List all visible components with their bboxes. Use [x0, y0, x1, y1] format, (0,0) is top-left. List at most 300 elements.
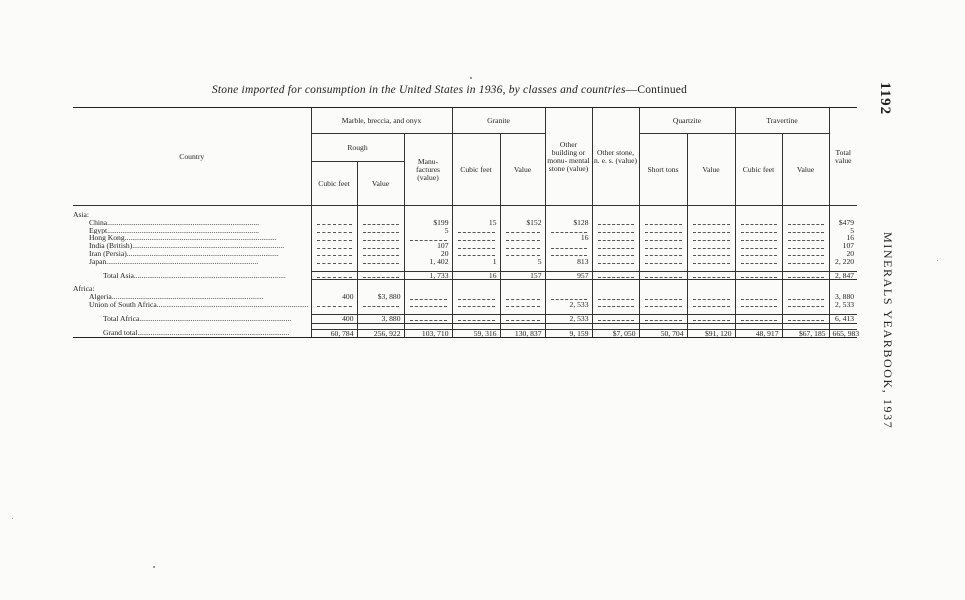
- empty-dash: [788, 316, 824, 321]
- value-cell: [735, 227, 782, 235]
- empty-dash: [645, 244, 682, 249]
- table-row: [73, 329, 857, 338]
- cell-value: 957: [577, 270, 589, 280]
- paper-speck: [937, 260, 938, 261]
- value-cell: [452, 271, 500, 280]
- cell-value: 3, 880: [381, 313, 401, 323]
- table-row: [73, 250, 857, 258]
- empty-dash: [598, 273, 634, 278]
- empty-dash: [788, 259, 824, 264]
- header-travertine: Travertine: [735, 108, 829, 134]
- value-cell: [357, 314, 404, 323]
- empty-dash: [645, 302, 682, 307]
- header-country: Country: [73, 108, 311, 206]
- value-cell: [782, 227, 829, 235]
- country-label: Egypt: [89, 226, 108, 235]
- value-cell: [311, 293, 357, 301]
- value-cell: [545, 301, 592, 309]
- empty-dash: [458, 302, 495, 307]
- cell-value: 5: [444, 225, 449, 235]
- value-cell: [735, 242, 782, 250]
- empty-dash: [741, 251, 777, 256]
- leader-dots: ................................................................................: [139, 314, 292, 323]
- value-cell: [829, 314, 857, 323]
- value-cell: [782, 258, 829, 266]
- cell-value: $152: [526, 217, 542, 227]
- value-cell: [357, 329, 404, 338]
- value-cell: [687, 258, 735, 266]
- leader-dots: ................................................................................: [111, 293, 264, 301]
- value-cell: [639, 285, 687, 293]
- value-cell: [782, 314, 829, 323]
- value-cell: [829, 271, 857, 280]
- empty-dash: [363, 273, 399, 278]
- value-cell: [500, 329, 545, 338]
- table-row: [73, 242, 857, 250]
- header-other-stone: Other stone, n. e. s. (value): [592, 108, 639, 206]
- cell-value: 1: [492, 256, 497, 266]
- country-cell: [73, 227, 311, 235]
- country-cell: [73, 234, 311, 242]
- cell-value: 20: [846, 248, 855, 258]
- cell-value: 107: [842, 241, 855, 251]
- value-cell: [639, 314, 687, 323]
- value-cell: [639, 258, 687, 266]
- value-cell: [735, 285, 782, 293]
- table-row: [73, 234, 857, 242]
- leader-dots: ................................................................................: [132, 242, 285, 250]
- empty-dash: [741, 220, 777, 225]
- cell-value: 20: [440, 248, 449, 258]
- table-row: [73, 211, 857, 219]
- header-quartzite: Quartzite: [639, 108, 735, 134]
- value-cell: [592, 301, 639, 309]
- value-cell: [592, 314, 639, 323]
- value-cell: [357, 301, 404, 309]
- cell-value: $128: [573, 217, 589, 227]
- value-cell: [452, 301, 500, 309]
- empty-dash: [788, 228, 824, 233]
- empty-dash: [410, 295, 447, 300]
- value-cell: [687, 314, 735, 323]
- value-cell: [311, 211, 357, 219]
- country-cell: [73, 329, 311, 338]
- value-cell: [782, 271, 829, 280]
- value-cell: [782, 293, 829, 301]
- empty-dash: [788, 236, 824, 241]
- value-cell: [735, 293, 782, 301]
- cell-value: 48, 917: [755, 328, 779, 338]
- stone-imports-table: [73, 107, 860, 338]
- empty-dash: [317, 251, 352, 256]
- empty-dash: [458, 295, 495, 300]
- value-cell: [404, 314, 452, 323]
- empty-dash: [363, 220, 399, 225]
- cell-value: 60, 784: [330, 328, 354, 338]
- value-cell: [592, 271, 639, 280]
- country-cell: [73, 258, 311, 266]
- empty-dash: [506, 236, 540, 241]
- empty-dash: [645, 273, 682, 278]
- value-cell: [500, 285, 545, 293]
- value-cell: [404, 329, 452, 338]
- value-cell: [545, 271, 592, 280]
- value-cell: [545, 234, 592, 242]
- empty-dash: [317, 259, 352, 264]
- cell-value: 50, 704: [660, 328, 684, 338]
- empty-dash: [693, 251, 730, 256]
- value-cell: [452, 234, 500, 242]
- country-cell: [73, 285, 311, 293]
- country-label: Total Africa: [103, 314, 140, 323]
- empty-dash: [741, 273, 777, 278]
- cell-value: 3, 880: [835, 292, 855, 302]
- value-cell: [311, 234, 357, 242]
- country-cell: [73, 211, 311, 219]
- table-row: [73, 271, 857, 280]
- value-cell: [452, 329, 500, 338]
- value-cell: [592, 258, 639, 266]
- empty-dash: [693, 273, 730, 278]
- value-cell: [592, 219, 639, 227]
- country-cell: [73, 271, 311, 280]
- empty-dash: [458, 228, 495, 233]
- value-cell: [311, 227, 357, 235]
- header-travertine-cubic-feet: Cubic feet: [735, 134, 782, 206]
- value-cell: [500, 258, 545, 266]
- value-cell: [357, 242, 404, 250]
- empty-dash: [506, 251, 540, 256]
- header-granite-value: Value: [500, 134, 545, 206]
- cell-value: 5: [537, 256, 542, 266]
- value-cell: [545, 329, 592, 338]
- empty-dash: [506, 228, 540, 233]
- cell-value: $67, 185: [798, 328, 826, 338]
- value-cell: [687, 242, 735, 250]
- country-label: Grand total: [103, 329, 138, 338]
- empty-dash: [458, 236, 495, 241]
- empty-dash: [363, 228, 399, 233]
- leader-dots: ................................................................................: [137, 329, 290, 338]
- value-cell: [452, 258, 500, 266]
- cell-value: 15: [488, 217, 497, 227]
- country-label: Africa:: [73, 285, 95, 294]
- empty-dash: [317, 228, 352, 233]
- empty-dash: [693, 259, 730, 264]
- empty-dash: [363, 302, 399, 307]
- value-cell: [687, 234, 735, 242]
- value-cell: [782, 211, 829, 219]
- empty-dash: [551, 244, 587, 249]
- cell-value: 16: [846, 233, 855, 243]
- leader-dots: ................................................................................: [107, 226, 260, 235]
- value-cell: [735, 258, 782, 266]
- value-cell: [500, 234, 545, 242]
- country-cell: [73, 293, 311, 301]
- value-cell: [592, 250, 639, 258]
- value-cell: [782, 250, 829, 258]
- empty-dash: [645, 228, 682, 233]
- empty-dash: [551, 295, 587, 300]
- cell-value: $91, 120: [704, 328, 732, 338]
- empty-dash: [598, 251, 634, 256]
- empty-dash: [598, 220, 634, 225]
- empty-dash: [693, 302, 730, 307]
- value-cell: [735, 271, 782, 280]
- leader-dots: ................................................................................: [156, 300, 309, 309]
- value-cell: [404, 293, 452, 301]
- paper-speck: [12, 518, 13, 519]
- value-cell: [452, 314, 500, 323]
- country-label: Asia:: [73, 211, 90, 219]
- empty-dash: [741, 295, 777, 300]
- cell-value: 16: [580, 233, 589, 243]
- empty-dash: [410, 236, 447, 241]
- empty-dash: [788, 295, 824, 300]
- table-row: [73, 285, 857, 293]
- header-granite: Granite: [452, 108, 545, 134]
- value-cell: [545, 285, 592, 293]
- country-cell: [73, 219, 311, 227]
- value-cell: [687, 329, 735, 338]
- empty-dash: [645, 236, 682, 241]
- empty-dash: [645, 295, 682, 300]
- empty-dash: [317, 244, 352, 249]
- value-cell: [829, 301, 857, 309]
- country-cell: [73, 314, 311, 323]
- header-rough: Rough: [311, 134, 404, 162]
- value-cell: [500, 242, 545, 250]
- empty-dash: [506, 295, 540, 300]
- cell-value: 400: [342, 292, 354, 302]
- value-cell: [452, 219, 500, 227]
- cell-value: $3, 880: [377, 292, 401, 302]
- cell-value: 157: [530, 270, 542, 280]
- country-cell: [73, 250, 311, 258]
- empty-dash: [693, 220, 730, 225]
- empty-dash: [788, 273, 824, 278]
- header-travertine-value: Value: [782, 134, 829, 206]
- cell-value: $199: [433, 217, 449, 227]
- value-cell: [639, 301, 687, 309]
- running-head: MINERALS YEARBOOK, 1937: [881, 232, 895, 430]
- header-quartzite-short-tons: Short tons: [639, 134, 687, 206]
- cell-value: 2, 847: [835, 270, 855, 280]
- value-cell: [357, 219, 404, 227]
- leader-dots: ................................................................................: [126, 249, 279, 258]
- empty-dash: [788, 220, 824, 225]
- value-cell: [311, 258, 357, 266]
- empty-dash: [598, 316, 634, 321]
- value-cell: [592, 293, 639, 301]
- table-body: [73, 206, 860, 338]
- empty-dash: [693, 228, 730, 233]
- country-label: Iran (Persia): [89, 249, 127, 258]
- value-cell: [311, 219, 357, 227]
- empty-dash: [693, 244, 730, 249]
- value-cell: [500, 301, 545, 309]
- value-cell: [687, 285, 735, 293]
- leader-dots: ................................................................................: [106, 257, 259, 266]
- empty-dash: [458, 251, 495, 256]
- value-cell: [782, 301, 829, 309]
- empty-dash: [788, 302, 824, 307]
- value-cell: [357, 250, 404, 258]
- value-cell: [500, 271, 545, 280]
- empty-dash: [598, 244, 634, 249]
- empty-dash: [693, 295, 730, 300]
- empty-dash: [506, 244, 540, 249]
- value-cell: [311, 314, 357, 323]
- paper-speck: [470, 77, 472, 79]
- value-cell: [500, 227, 545, 235]
- country-label: China: [89, 218, 108, 227]
- table-row: [73, 301, 857, 309]
- value-cell: [452, 227, 500, 235]
- empty-dash: [645, 259, 682, 264]
- empty-dash: [410, 316, 447, 321]
- value-cell: [404, 301, 452, 309]
- empty-dash: [741, 302, 777, 307]
- cell-value: 1, 402: [429, 256, 449, 266]
- empty-dash: [317, 273, 352, 278]
- cell-value: 2, 533: [569, 299, 589, 309]
- value-cell: [782, 329, 829, 338]
- value-cell: [311, 250, 357, 258]
- table-row: [73, 227, 857, 235]
- cell-value: 9, 159: [569, 328, 589, 338]
- header-manufactures: Manu- factures (value): [404, 134, 452, 206]
- value-cell: [687, 227, 735, 235]
- value-cell: [404, 258, 452, 266]
- empty-dash: [598, 302, 634, 307]
- empty-dash: [741, 259, 777, 264]
- empty-dash: [317, 236, 352, 241]
- table-row: [73, 293, 857, 301]
- value-cell: [545, 314, 592, 323]
- value-cell: [735, 314, 782, 323]
- value-cell: [687, 211, 735, 219]
- value-cell: [687, 293, 735, 301]
- value-cell: [687, 250, 735, 258]
- value-cell: [735, 219, 782, 227]
- value-cell: [357, 258, 404, 266]
- country-label: Algeria: [89, 293, 112, 301]
- value-cell: [639, 234, 687, 242]
- value-cell: [829, 328, 860, 338]
- cell-value: 400: [342, 313, 354, 323]
- empty-dash: [645, 220, 682, 225]
- cell-value: 59, 316: [473, 328, 497, 338]
- empty-dash: [693, 236, 730, 241]
- cell-value: 1, 733: [429, 270, 449, 280]
- value-cell: [357, 227, 404, 235]
- page-number: 1192: [877, 82, 893, 116]
- value-cell: [687, 301, 735, 309]
- country-cell: [73, 242, 311, 250]
- table-row: [73, 314, 857, 323]
- value-cell: [311, 301, 357, 309]
- value-cell: [357, 211, 404, 219]
- value-cell: [735, 211, 782, 219]
- value-cell: [500, 314, 545, 323]
- value-cell: [500, 293, 545, 301]
- value-cell: [735, 234, 782, 242]
- leader-dots: ................................................................................: [124, 234, 277, 243]
- cell-value: 2, 533: [835, 299, 855, 309]
- value-cell: [639, 329, 687, 338]
- header-rough-value: Value: [357, 162, 404, 206]
- cell-value: 665, 983: [832, 328, 860, 338]
- value-cell: [311, 271, 357, 280]
- empty-dash: [458, 316, 495, 321]
- value-cell: [357, 293, 404, 301]
- empty-dash: [506, 316, 540, 321]
- value-cell: [545, 219, 592, 227]
- empty-dash: [317, 220, 352, 225]
- value-cell: [639, 211, 687, 219]
- cell-value: 813: [577, 256, 589, 266]
- empty-dash: [788, 244, 824, 249]
- cell-value: 2, 220: [835, 256, 855, 266]
- value-cell: [639, 250, 687, 258]
- leader-dots: ................................................................................: [133, 271, 286, 280]
- cell-value: 107: [437, 241, 449, 251]
- empty-dash: [506, 302, 540, 307]
- value-cell: [639, 271, 687, 280]
- value-cell: [592, 234, 639, 242]
- cell-value: $7, 050: [612, 328, 636, 338]
- value-cell: [639, 242, 687, 250]
- empty-dash: [741, 228, 777, 233]
- header-granite-cubic-feet: Cubic feet: [452, 134, 500, 206]
- value-cell: [592, 242, 639, 250]
- cell-value: 16: [488, 270, 497, 280]
- value-cell: [592, 329, 639, 338]
- empty-dash: [551, 251, 587, 256]
- value-cell: [592, 285, 639, 293]
- cell-value: 6, 413: [835, 313, 855, 323]
- value-cell: [592, 227, 639, 235]
- empty-dash: [598, 259, 634, 264]
- value-cell: [782, 285, 829, 293]
- value-cell: [639, 293, 687, 301]
- value-cell: [357, 234, 404, 242]
- table-row: [73, 219, 857, 227]
- value-cell: [639, 219, 687, 227]
- country-label: India (British): [89, 242, 133, 250]
- value-cell: [357, 271, 404, 280]
- empty-dash: [363, 251, 399, 256]
- value-cell: [452, 242, 500, 250]
- empty-dash: [363, 244, 399, 249]
- header-marble: Marble, breccia, and onyx: [311, 108, 452, 134]
- header-total-value: Total value: [829, 108, 857, 206]
- header-quartzite-value: Value: [687, 134, 735, 206]
- empty-dash: [788, 251, 824, 256]
- empty-dash: [363, 259, 399, 264]
- value-cell: [639, 227, 687, 235]
- value-cell: [404, 271, 452, 280]
- value-cell: [687, 271, 735, 280]
- value-cell: [545, 242, 592, 250]
- empty-dash: [598, 236, 634, 241]
- empty-dash: [741, 316, 777, 321]
- header-other-building: Other building or monu- mental stone (value): [545, 108, 592, 206]
- value-cell: [782, 219, 829, 227]
- country-label: Hong Kong: [89, 234, 125, 243]
- value-cell: [500, 219, 545, 227]
